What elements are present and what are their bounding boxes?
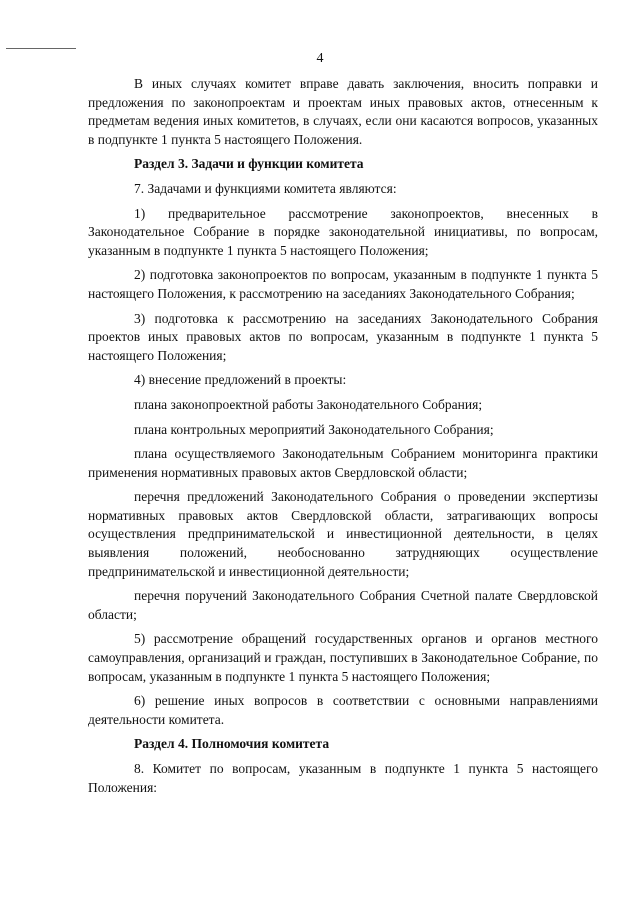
scan-edge-mark	[6, 48, 76, 49]
paragraph-subitem-2: 2) подготовка законопроектов по вопросам, указанным в подпункте 1 пункта 5 настоящего Положения, к рассмотрению на заседаниях Законодательного Собрания;	[88, 267, 598, 301]
paragraph-subitem-5: 5) рассмотрение обращений государственных органов и органов местного самоуправления, организаций и граждан, поступивших в Законодательное Собрание, по вопросам, указанным в подпункте 1 пункта 5 настоящего Положения;	[88, 631, 598, 684]
paragraph-item-8: 8. Комитет по вопросам, указанным в подпункте 1 пункта 5 настоящего Положения:	[88, 761, 598, 795]
paragraph-expertise-list: перечня предложений Законодательного Собрания о проведении экспертизы нормативных правовых актов Свердловской области, затрагивающих вопросы осуществления предпринимательской и инвестиционной деятельности, в целях выявления положений, необоснованно затрудняющих осуществление предпринимательской и инвестиционной деятельности;	[88, 489, 598, 579]
paragraph-audit-instructions: перечня поручений Законодательного Собрания Счетной палате Свердловской области;	[88, 588, 598, 622]
paragraph-item-7: 7. Задачами и функциями комитета являются:	[134, 180, 397, 196]
paragraph-monitoring-plan: плана осуществляемого Законодательным Собранием мониторинга практики применения нормативных правовых актов Свердловской области;	[88, 446, 598, 480]
paragraph-lawmaking-plan: плана законопроектной работы Законодательного Собрания;	[134, 396, 483, 412]
document-body	[88, 75, 598, 803]
paragraph-control-plan: плана контрольных мероприятий Законодательного Собрания;	[134, 421, 494, 437]
paragraph-subitem-3: 3) подготовка к рассмотрению на заседаниях Законодательного Собрания проектов иных правовых актов по вопросам, указанным в подпункте 1 пункта 5 настоящего Положения;	[88, 310, 598, 363]
paragraph-other-cases: В иных случаях комитет вправе давать заключения, вносить поправки и предложения по законопроектам и проектам иных правовых актов, отнесенным к предметам ведения иных комитетов, в случаях, если они касаются вопросов, указанных в подпункте 1 пункта 5 настоящего Положения.	[88, 76, 598, 147]
section-4-heading: Раздел 4. Полномочия комитета	[134, 736, 330, 752]
section-3-heading: Раздел 3. Задачи и функции комитета	[134, 156, 364, 172]
paragraph-subitem-4: 4) внесение предложений в проекты:	[134, 372, 347, 388]
paragraph-subitem-1: 1) предварительное рассмотрение законопроектов, внесенных в Законодательное Собрание в порядке законодательной инициативы, по вопросам, указанным в подпункте 1 пункта 5 настоящего Положения;	[88, 205, 598, 258]
page-number: 4	[316, 51, 324, 66]
paragraph-subitem-6: 6) решение иных вопросов в соответствии с основными направлениями деятельности комитета.	[88, 693, 598, 727]
